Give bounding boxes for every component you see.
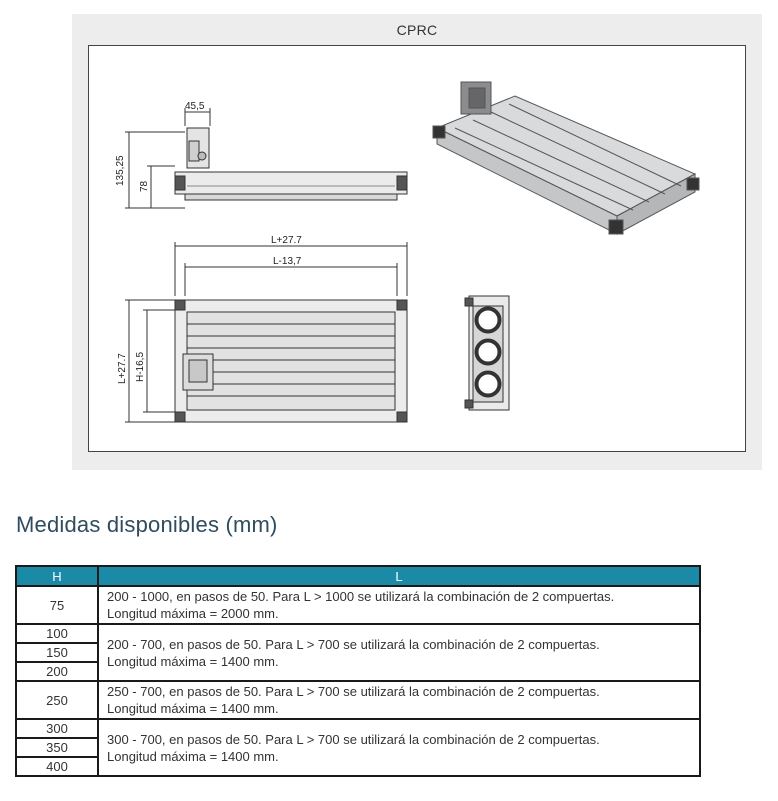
h-value: 200 [16,662,98,681]
h-value: 250 [16,681,98,719]
sizes-table [15,565,701,777]
table-row [16,624,700,643]
l-line-1: 200 - 700, en pasos de 50. Para L > 700 se utilizará la combinación de 2 compuertas. [107,636,600,652]
l-line-1: 200 - 1000, en pasos de 50. Para L > 1000 se utilizará la combinación de 2 compuertas. [107,589,615,604]
table-row [16,719,700,738]
l-description [98,624,700,681]
isometric-view [433,82,699,234]
drawing-frame [88,45,746,452]
header-l: L [98,566,700,586]
h-value: 75 [16,586,98,624]
dim-top-width: 45,5 [185,101,205,112]
h-value: 400 [16,757,98,776]
table-header-row [16,566,700,586]
l-line-1: 300 - 700, en pasos de 50. Para L > 700 se utilizará la combinación de 2 compuertas. [107,731,600,747]
front-view [125,242,407,422]
side-view [465,296,509,410]
dim-width-outer: L+27.7 [271,235,302,246]
dim-height-total: 135,25 [115,155,126,186]
top-view [125,108,407,208]
dim-width-inner: L-13,7 [273,256,302,267]
dim-height-body: 78 [139,180,150,192]
l-line-1: 250 - 700, en pasos de 50. Para L > 700 se utilizará la combinación de 2 compuertas. [107,684,600,699]
dim-height-outer: L+27.7 [117,353,128,384]
h-value: 350 [16,738,98,757]
l-line-2: Longitud máxima = 2000 mm. [107,606,279,621]
l-description [98,586,700,624]
header-h: H [16,566,98,586]
damper-drawing [89,46,745,451]
section-heading: Medidas disponibles (mm) [16,512,278,537]
table-row [16,586,700,624]
l-description [98,719,700,776]
h-value: 150 [16,643,98,662]
h-value: 300 [16,719,98,738]
table-row [16,681,700,719]
l-description [98,681,700,719]
l-line-2: Longitud máxima = 1400 mm. [107,653,279,669]
drawing-title: CPRC [396,22,438,38]
dim-height-inner: H-16,5 [135,351,146,382]
l-line-2: Longitud máxima = 1400 mm. [107,748,279,764]
h-value: 100 [16,624,98,643]
l-line-2: Longitud máxima = 1400 mm. [107,701,279,716]
technical-drawing-card [72,14,762,470]
